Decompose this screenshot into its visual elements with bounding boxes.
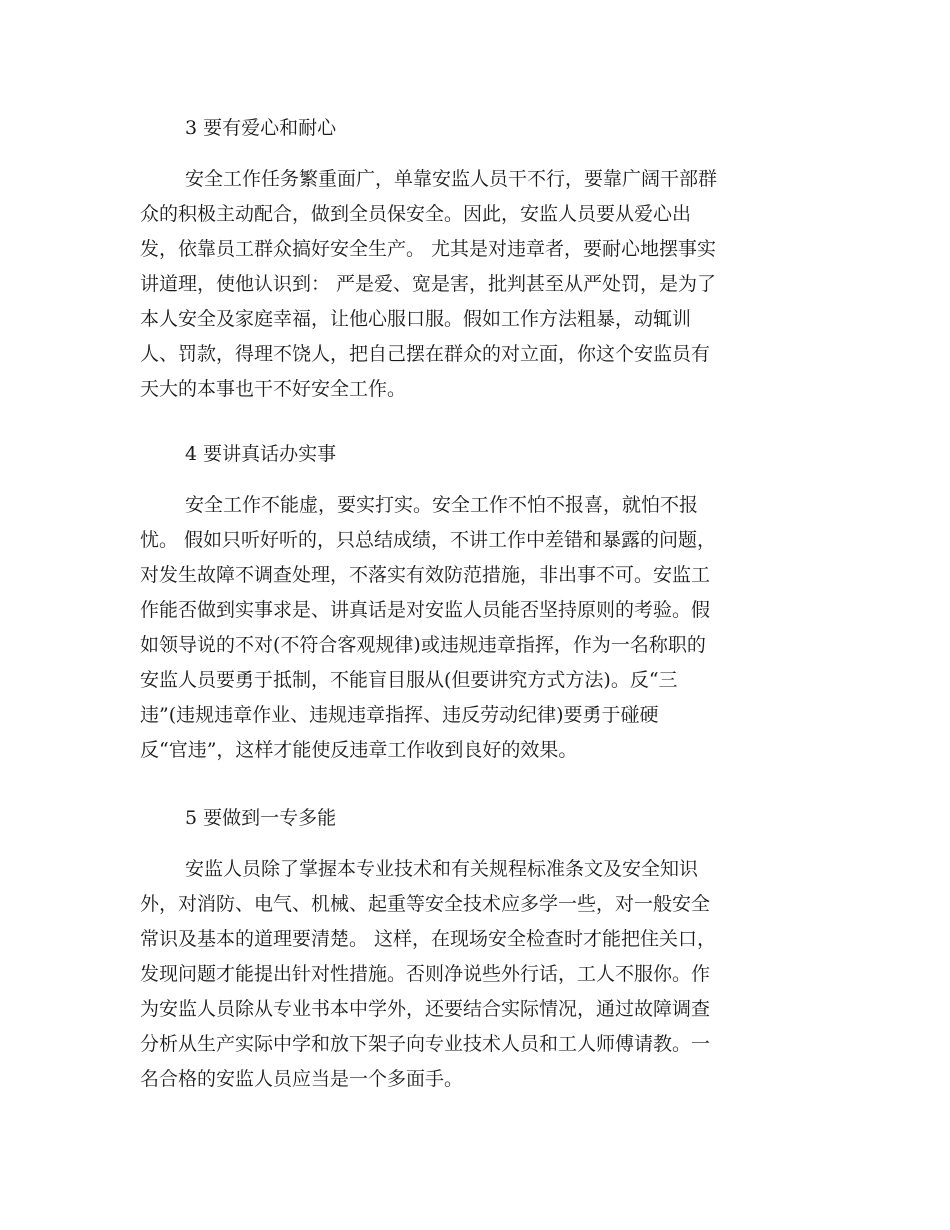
text-line: 名合格的安监人员应当是一个多面手。 [140, 1068, 464, 1090]
section-body-5 [140, 852, 820, 1097]
text-line: 安全工作不能虚，要实打实。安全工作不怕不报喜，就怕不报 [185, 494, 699, 516]
text-line: 反“官违”，这样才能使反违章工作收到良好的效果。 [140, 739, 578, 761]
text-line: 本人安全及家庭幸福，让他心服口服。假如工作方法粗暴，动辄训 [140, 308, 692, 330]
text-line: 为安监人员除从专业书本中学外，还要结合实际情况，通过故障调查 [140, 998, 711, 1020]
text-line: 发现问题才能提出针对性措施。否则净说些外行话，工人不服你。作 [140, 963, 711, 985]
text-line: 安监人员要勇于抵制，不能盲目服从(但要讲究方式方法)。反“三 [140, 669, 678, 691]
text-line: 众的积极主动配合，做到全员保安全。因此，安监人员要从爱心出 [140, 203, 692, 225]
text-line: 天大的本事也干不好安全工作。 [140, 378, 407, 400]
section-body-3 [140, 162, 820, 407]
text-line: 常识及基本的道理要清楚。 这样，在现场安全检查时才能把住关口， [140, 928, 717, 950]
text-line: 分析从生产实际中学和放下架子向专业技术人员和工人师傅请教。一 [140, 1033, 711, 1055]
section-heading-4: 4 要讲真话办实事 [185, 443, 337, 465]
text-line: 安监人员除了掌握本专业技术和有关规程标准条文及安全知识 [185, 858, 699, 880]
text-line: 人、罚款，得理不饶人，把自己摆在群众的对立面，你这个安监员有 [140, 343, 711, 365]
text-line: 对发生故障不调查处理，不落实有效防范措施，非出事不可。安监工 [140, 564, 711, 586]
text-line: 如领导说的不对(不符合客观规律)或违规违章指挥，作为一名称职的 [140, 634, 706, 656]
text-line: 忧。 假如只听好听的，只总结成绩，不讲工作中差错和暴露的问题， [140, 529, 717, 551]
text-line: 作能否做到实事求是、讲真话是对安监人员能否坚持原则的考验。假 [140, 599, 711, 621]
section-body-4 [140, 488, 820, 768]
section-heading-5: 5 要做到一专多能 [185, 807, 337, 829]
text-line: 安全工作任务繁重面广，单靠安监人员干不行，要靠广阔干部群 [185, 168, 718, 190]
text-line: 外，对消防、电气、机械、起重等安全技术应多学一些，对一般安全 [140, 893, 711, 915]
text-line: 讲道理，使他认识到： 严是爱、宽是害，批判甚至从严处罚，是为了 [140, 273, 717, 295]
text-line: 违”(违规违章作业、违规违章指挥、违反劳动纪律)要勇于碰硬 [140, 704, 659, 726]
section-heading-3: 3 要有爱心和耐心 [185, 117, 337, 139]
text-line: 发，依靠员工群众搞好安全生产。 尤其是对违章者，要耐心地摆事实 [140, 238, 717, 260]
